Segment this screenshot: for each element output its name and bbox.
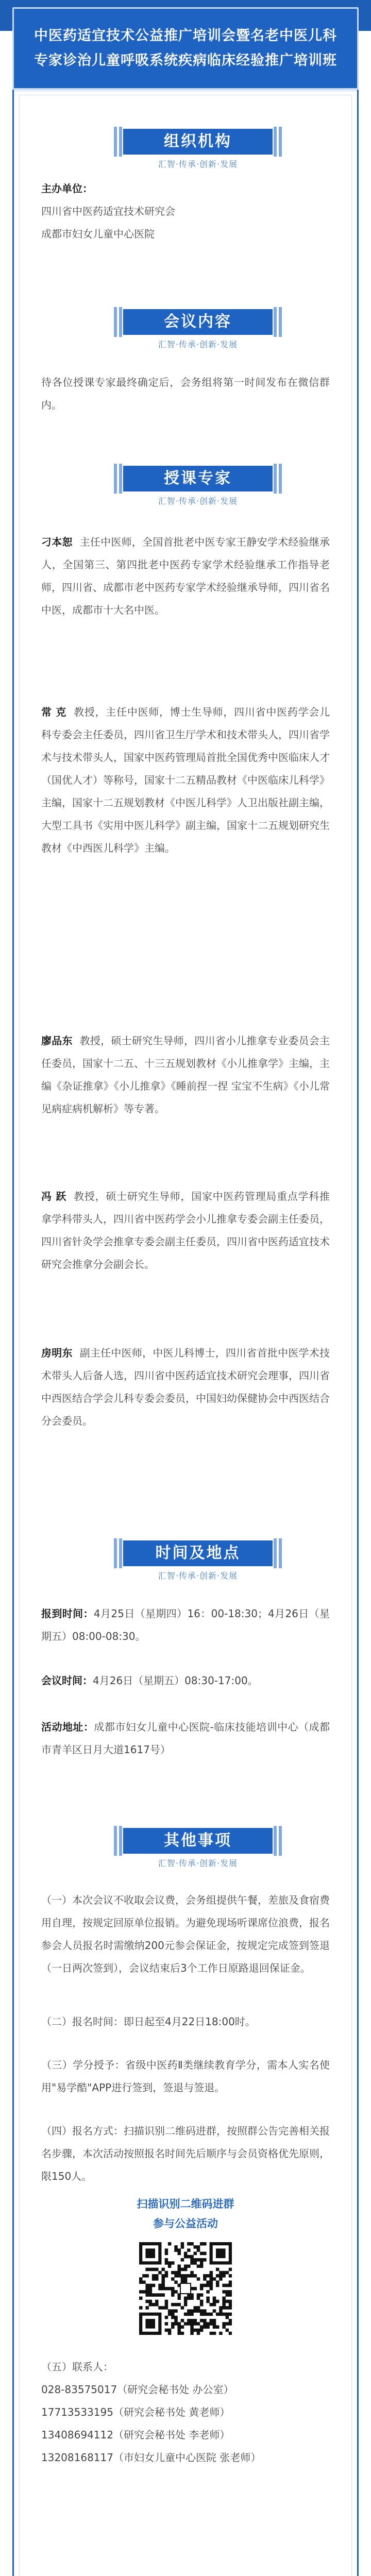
heading-label: 会议内容 xyxy=(164,313,232,331)
meeting-value: 4月26日（星期五）08:30-17:00。 xyxy=(93,1674,258,1687)
expert-bio: 教授，硕士研究生导师，国家中医药管理局重点学科推拿学科带头人，四川省中医药学会小儿推拿专委会副主任委员，四川省针灸学会推拿专委会副主任委员，四川省中医药适宜技术研究会推拿分会副会长。 xyxy=(41,1190,330,1270)
contact-item: 13408694112（研究会秘书处 李老师） xyxy=(41,2429,230,2441)
banner xyxy=(12,7,359,90)
expert-entry xyxy=(41,1185,330,1276)
heading-subtitle: 汇智·传承·创新·发展 xyxy=(158,1571,238,1581)
heading-label: 组织机构 xyxy=(164,132,232,150)
host-label: 主办单位： xyxy=(41,182,93,195)
expert-name: 刁本恕 xyxy=(41,536,73,548)
contact-item: 028-83575017（研究会秘书处 办公室） xyxy=(41,2383,234,2396)
meeting-label: 会议时间： xyxy=(41,1674,93,1687)
expert-name: 房明东 xyxy=(41,1347,73,1359)
expert-bio: 教授，主任中医师，博士生导师，四川省中医药学会儿科专委会主任委员，四川省卫生厅学术和技术带头人，四川省学术与技术带头人，国家中医药管理局首批全国优秀中医临床人才（国优人才）等称号，国家十二五精品教材《中医临床儿科学》主编，国家十二五规划教材《中医儿科学》人卫出版社副主编，大型工具书《实用中医儿科学》副主编，国家十二五规划研究生教材《中西医儿科学》主编。 xyxy=(41,706,330,854)
expert-name: 冯 跃 xyxy=(41,1190,67,1202)
qr-code-graphic xyxy=(139,2242,232,2335)
content-text: 待各位授课专家最终确定后，会务组将第一时间发布在微信群内。 xyxy=(41,376,330,411)
expert-name: 常 克 xyxy=(41,706,67,718)
banner-title: 中医药适宜技术公益推广培训会暨名老中医儿科专家诊治儿童呼吸系统疾病临床经验推广培训班 xyxy=(34,28,337,69)
contacts xyxy=(41,2355,330,2469)
expert-entry xyxy=(41,701,330,859)
meeting-time xyxy=(41,1669,330,1692)
expert-bio: 主任中医师，全国首批老中医专家王静安学术经验继承人，全国第三、第四批老中医药专家学术经验继承工作指导老师，四川省、成都市老中医药专家学术经验继承导师，四川省名中医，成都市十大名中医。 xyxy=(41,536,330,616)
contact-item: 13208168117（市妇女儿童中心医院 张老师） xyxy=(41,2451,261,2464)
venue-label: 活动地址： xyxy=(41,1721,94,1733)
qr-caption: 参与公益活动 xyxy=(153,2217,218,2230)
host-item: 成都市妇女儿童中心医院 xyxy=(41,228,155,240)
heading-subtitle: 汇智·传承·创新·发展 xyxy=(158,496,238,506)
other-item: （三）学分授予：省级中医药Ⅱ类继续教育学分，需本人实名使用"易学酷"APP进行签到，签退与签退。 xyxy=(41,2059,330,2094)
expert-bio: 教授，硕士研究生导师，四川省小儿推拿专业委员会主任委员，国家十二五、十三五规划教材《小儿推拿学》主编，主编《杂证推拿》《小儿推拿》《睡前捏一捏 宝宝不生病》《小儿常见病症病机解析》等专著。 xyxy=(41,1035,330,1115)
heading-subtitle: 汇智·传承·创新·发展 xyxy=(158,1858,238,1868)
heading-label: 授课专家 xyxy=(164,469,232,487)
org-body xyxy=(41,177,330,245)
contact-item: 17713533195（研究会秘书处 黄老师） xyxy=(41,2406,230,2418)
qr-caption: 扫描识别二维码进群 xyxy=(137,2198,234,2210)
expert-name: 廖品东 xyxy=(41,1035,73,1047)
heading-label: 时间及地点 xyxy=(155,1544,241,1562)
venue xyxy=(41,1716,330,1761)
expert-entry xyxy=(41,1029,330,1120)
checkin-value: 4月25日（星期四）16：00-18:30；4月26日（星期五）08:00-08:30。 xyxy=(41,1607,330,1642)
heading-label: 其他事项 xyxy=(164,1832,232,1850)
host-item: 四川省中医药适宜技术研究会 xyxy=(41,205,175,217)
section-heading xyxy=(123,123,273,170)
heading-subtitle: 汇智·传承·创新·发展 xyxy=(158,340,238,349)
other-item: （四）报名方式：扫描识别二维码进群，按照群公告完善相关报名步骤，本次活动按照报名时间先后顺序与会员资格优先原则，限150人。 xyxy=(41,2125,330,2182)
heading-subtitle: 汇智·传承·创新·发展 xyxy=(158,159,238,169)
expert-entry xyxy=(41,531,330,621)
other-item: （一）本次会议不收取会议费，会务组提供午餐，差旅及食宿费用自理，按规定回原单位报销。为避免现场听课席位浪费，报名参会人员报名时需缴纳200元参会保证金，按规定完成签到签退（一日两次签到），会议结束后3个工作日原路退回保证金。 xyxy=(41,1894,330,1974)
checkin-label: 报到时间： xyxy=(41,1607,94,1620)
checkin-time xyxy=(41,1602,330,1648)
venue-value: 成都市妇女儿童中心医院-临床技能培训中心（成都市青羊区日月大道1617号） xyxy=(41,1721,330,1756)
qr-code-icon[interactable] xyxy=(139,2242,232,2335)
expert-bio: 副主任中医师，中医儿科博士，四川省首批中医学术技术带头人后备人选，四川省中医药适宜技术研究会理事，四川省中西医结合学会儿科专委会委员，中国妇幼保健协会中西医结合分会委员。 xyxy=(41,1347,330,1427)
other-item: （二）报名时间：即日起至4月22日18:00时。 xyxy=(41,2015,256,2028)
expert-entry xyxy=(41,1342,330,1432)
contacts-label: （五）联系人： xyxy=(41,2361,113,2373)
